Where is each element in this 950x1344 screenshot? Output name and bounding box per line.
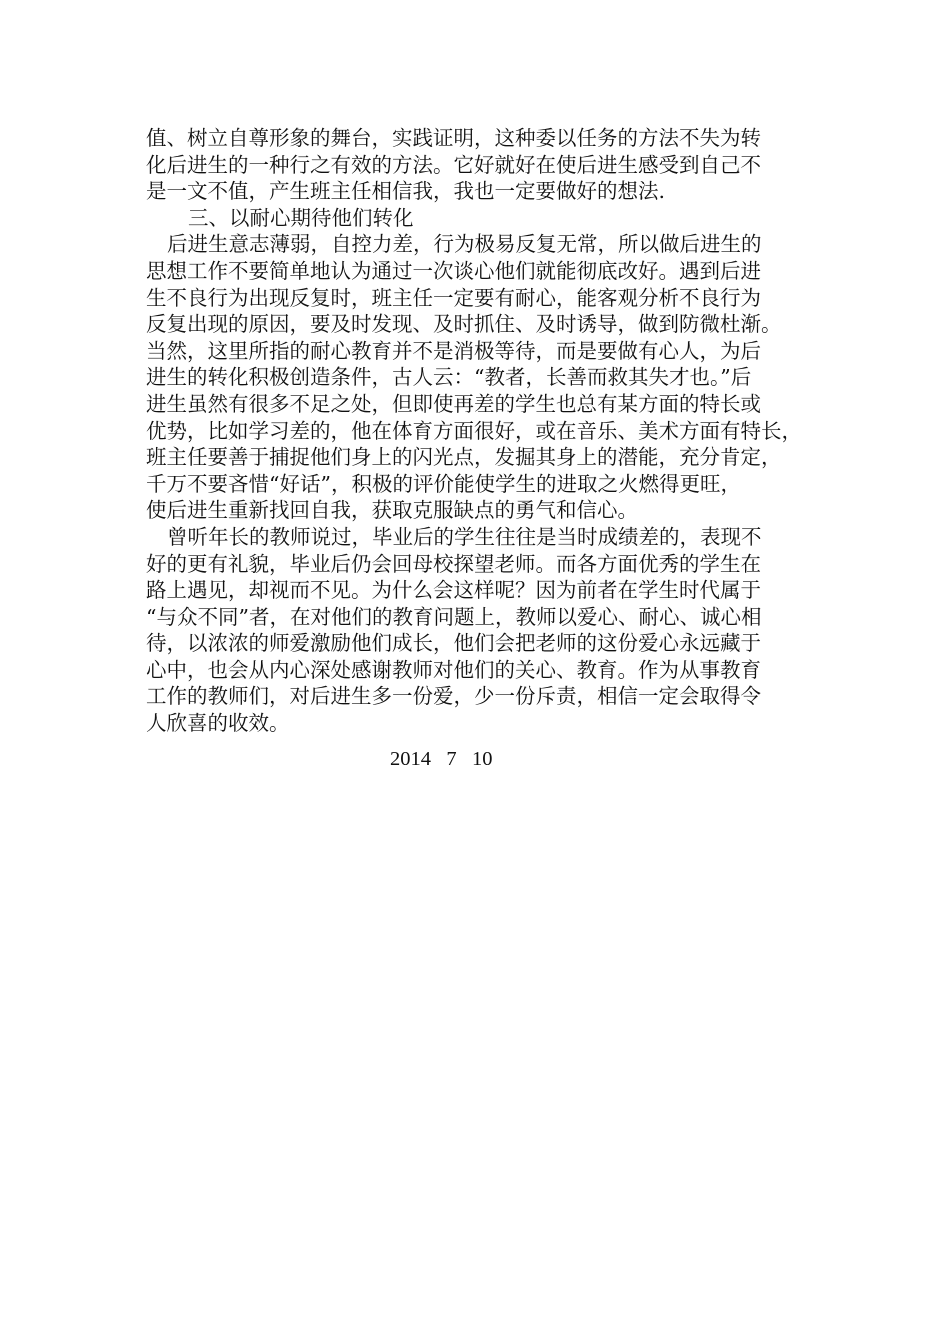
paragraph-3-line-2: 好的更有礼貌，毕业后仍会回母校探望老师。而各方面优秀的学生在 xyxy=(146,551,761,576)
paragraph-2-line-2: 思想工作不要简单地认为通过一次谈心他们就能彻底改好。遇到后进 xyxy=(146,258,761,283)
paragraph-1-line-2: 化后进生的一种行之有效的方法。它好就好在使后进生感受到自己不 xyxy=(146,152,761,177)
paragraph-1-line-3: 是一文不值，产生班主任相信我，我也一定要做好的想法. xyxy=(146,179,666,204)
paragraph-2-line-3: 生不良行为出现反复时，班主任一定要有耐心，能客观分析不良行为 xyxy=(146,285,761,310)
paragraph-3-line-4: “与众不同”者，在对他们的教育问题上，教师以爱心、耐心、诚心相 xyxy=(146,604,762,629)
paragraph-3-line-7: 工作的教师们，对后进生多一份爱，少一份斥责，相信一定会取得令 xyxy=(146,684,761,709)
paragraph-3-line-6: 心中，也会从内心深处感谢教师对他们的关心、教育。作为从事教育 xyxy=(146,657,761,682)
paragraph-2-line-5: 当然，这里所指的耐心教育并不是消极等待，而是要做有心人，为后 xyxy=(146,338,761,363)
paragraph-2-line-4: 反复出现的原因，要及时发现、及时抓住、及时诱导，做到防微杜渐。 xyxy=(146,312,782,337)
paragraph-2-line-10: 千万不要吝惜“好话”，积极的评价能使学生的进取之火燃得更旺， xyxy=(146,471,741,496)
paragraph-2-line-8: 优势，比如学习差的，他在体育方面很好，或在音乐、美术方面有特长， xyxy=(146,418,802,443)
paragraph-2-line-11: 使后进生重新找回自我，获取克服缺点的勇气和信心。 xyxy=(146,498,638,523)
paragraph-2-line-7: 进生虽然有很多不足之处，但即使再差的学生也总有某方面的特长或 xyxy=(146,391,761,416)
paragraph-2-line-9: 班主任要善于捕捉他们身上的闪光点，发掘其身上的潜能，充分肯定， xyxy=(146,445,782,470)
paragraph-2-line-1: 后进生意志薄弱，自控力差，行为极易反复无常，所以做后进生的 xyxy=(167,232,762,257)
paragraph-3-line-8: 人欣喜的收效。 xyxy=(146,711,290,736)
paragraph-3-line-3: 路上遇见，却视而不见。为什么会这样呢？因为前者在学生时代属于 xyxy=(146,578,761,603)
paragraph-1-line-1: 值、树立自尊形象的舞台，实践证明，这种委以任务的方法不失为转 xyxy=(146,126,761,150)
document-date: 2014 7 10 xyxy=(390,748,493,770)
paragraph-3-line-5: 待，以浓浓的师爱激励他们成长，他们会把老师的这份爱心永远藏于 xyxy=(146,631,761,656)
paragraph-3-line-1: 曾听年长的教师说过，毕业后的学生往往是当时成绩差的，表现不 xyxy=(167,524,762,549)
document-body xyxy=(146,125,826,737)
section-heading: 三、以耐心期待他们转化 xyxy=(188,205,414,230)
paragraph-2-line-6: 进生的转化积极创造条件，古人云：“教者，长善而救其失才也。”后 xyxy=(146,365,752,390)
